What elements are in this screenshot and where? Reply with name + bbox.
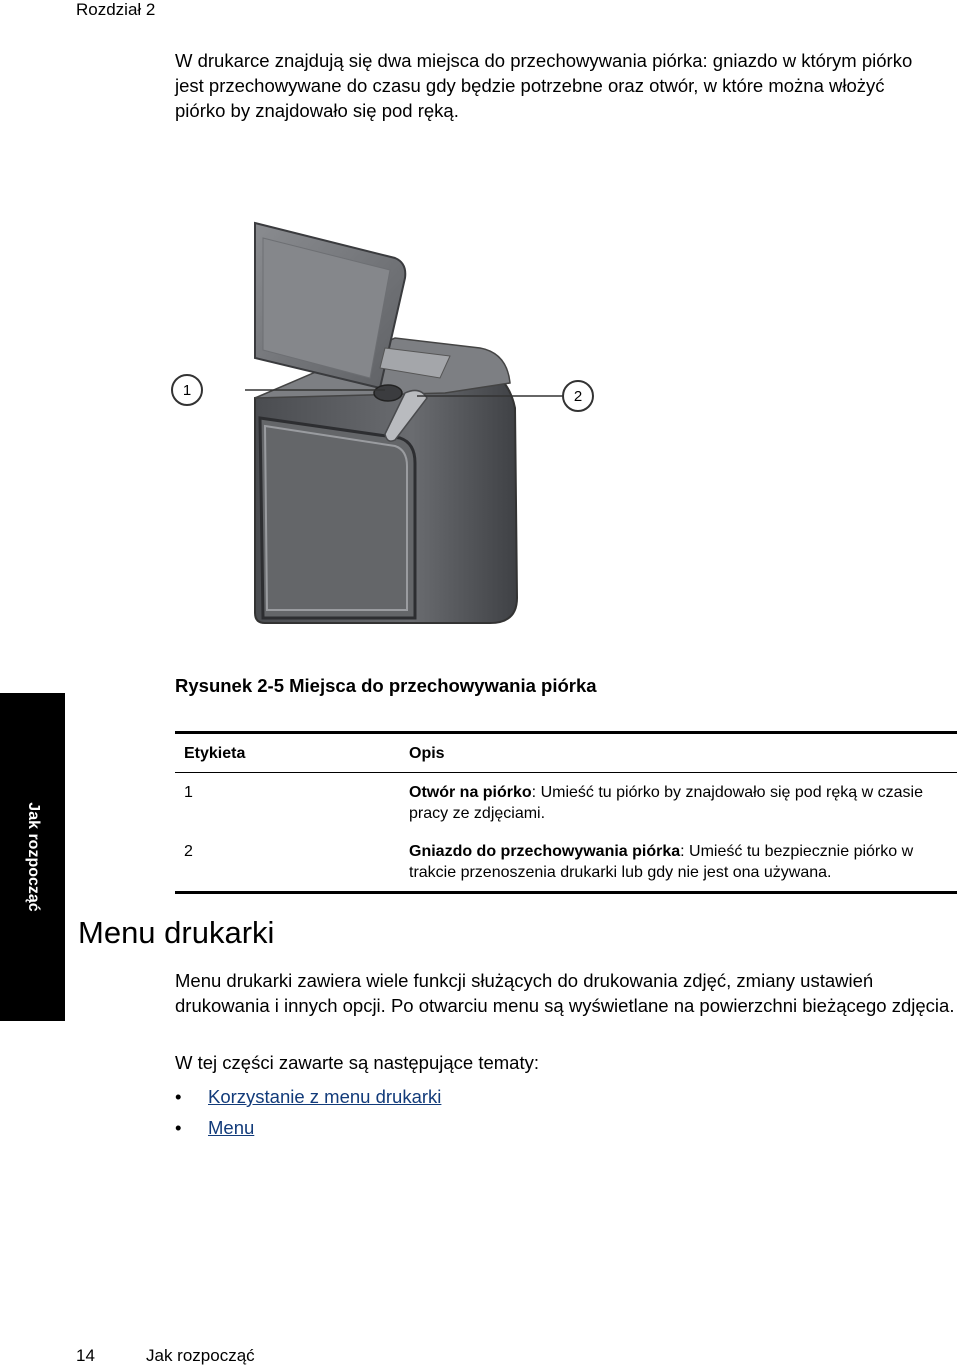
bullet-icon: • [175, 1086, 182, 1107]
running-header: Rozdział 2 [76, 0, 156, 19]
page-number: 14 [76, 1346, 95, 1365]
side-tab-label: Jak rozpocząć [24, 802, 42, 912]
row-description [400, 773, 957, 833]
printer-illustration [245, 218, 605, 628]
list-item [175, 1115, 441, 1146]
section-title: Menu drukarki [78, 915, 275, 950]
row-label: 1 [184, 784, 193, 801]
figure-caption: Rysunek 2-5 Miejsca do przechowywania piórka [175, 675, 597, 696]
bullet-icon: • [175, 1117, 182, 1138]
row-label: 2 [175, 832, 400, 893]
row-desc-text: : Umieść tu piórko by znajdowało się pod ręką w czasie pracy ze zdjęciami. [409, 784, 923, 822]
callout-2: 2 [562, 380, 594, 412]
side-tab [0, 693, 65, 1021]
link-korzystanie[interactable]: Korzystanie z menu drukarki [208, 1086, 442, 1107]
label-table [175, 731, 957, 894]
table-row [175, 832, 957, 893]
row-term: Otwór na piórko [409, 784, 532, 801]
footer-chapter: Jak rozpocząć [146, 1346, 255, 1365]
row-desc-text: : Umieść tu bezpiecznie piórko w trakcie przenoszenia drukarki lub gdy nie jest ona używana. [409, 843, 914, 881]
column-header: Opis [400, 733, 957, 773]
topics-list [175, 1084, 441, 1146]
callout-1: 1 [171, 374, 203, 406]
table-header-row [175, 733, 957, 773]
list-item [175, 1084, 441, 1115]
intro-paragraph: W drukarce znajdują się dwa miejsca do przechowywania piórka: gniazdo w którym piórko jest przechowywane do czasu gdy będzie potrzebne oraz otwór, w które można włożyć piórko by znajdowało się pod ręką. [175, 50, 913, 121]
row-term: Gniazdo do przechowywania piórka [409, 843, 681, 860]
link-menu[interactable]: Menu [208, 1117, 255, 1138]
table-row [175, 773, 957, 833]
column-header: Etykieta [175, 733, 400, 773]
row-description [400, 832, 957, 893]
topics-intro: W tej części zawarte są następujące tematy: [175, 1052, 539, 1073]
section-paragraph: Menu drukarki zawiera wiele funkcji służących do drukowania zdjęć, zmiany ustawień drukowania i innych opcji. Po otwarciu menu są wyświetlane na powierzchni bieżącego zdjęcia. [175, 970, 955, 1016]
printer-image [245, 218, 605, 628]
